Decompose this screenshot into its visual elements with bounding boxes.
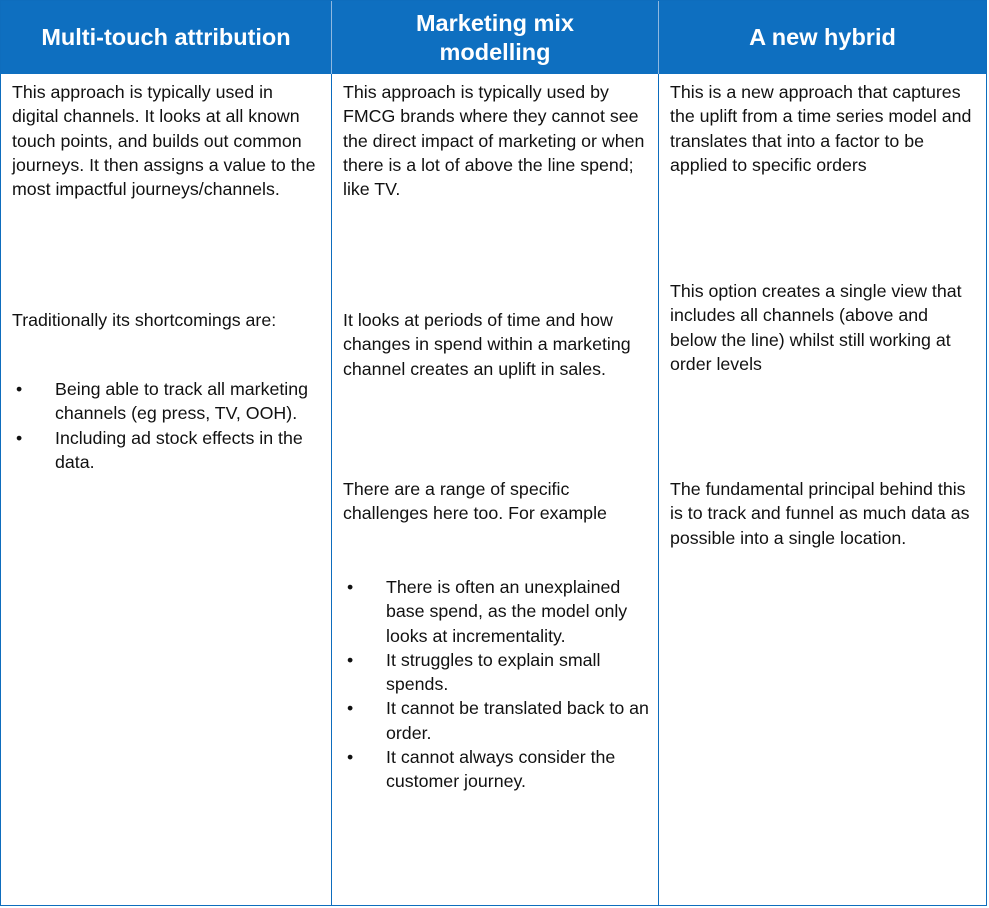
mta-shortcomings-paragraph: Traditionally its shortcomings are: <box>12 310 277 330</box>
table-body-row <box>1 74 986 905</box>
header-line: A new hybrid <box>749 24 896 50</box>
list-item: • There is often an unexplained base spend, as the model only looks at incrementality. <box>343 575 650 648</box>
header-multi-touch-attribution <box>1 1 332 74</box>
list-item: • It cannot always consider the customer journey. <box>343 745 650 794</box>
list-item: • It struggles to explain small spends. <box>343 648 650 697</box>
list-item: • It cannot be translated back to an order. <box>343 696 650 745</box>
hybrid-principal-paragraph: The fundamental principal behind this is to track and funnel as much data as possible into a single location. <box>670 479 970 548</box>
table-header-row <box>1 1 986 74</box>
mmm-periods-paragraph: It looks at periods of time and how changes in spend within a marketing channel creates an uplift in sales. <box>343 310 631 379</box>
list-item: • Being able to track all marketing channels (eg press, TV, OOH). <box>12 377 323 426</box>
list-item: • Including ad stock effects in the data. <box>12 426 323 475</box>
mmm-intro-paragraph: This approach is typically used by FMCG brands where they cannot see the direct impact of marketing or when there is a lot of above the line spend; like TV. <box>343 82 645 200</box>
mta-shortcomings-list <box>12 377 323 474</box>
mmm-challenges-list <box>343 575 650 794</box>
mmm-challenges-paragraph: There are a range of specific challenges here too. For example <box>343 479 607 524</box>
header-line: Multi-touch attribution <box>41 24 291 50</box>
column-multi-touch-attribution <box>1 74 332 905</box>
header-line: Marketing mix <box>415 9 575 36</box>
header-new-hybrid <box>659 1 986 74</box>
header-marketing-mix-modelling <box>332 1 659 74</box>
column-new-hybrid <box>659 74 986 905</box>
column-marketing-mix-modelling <box>332 74 659 905</box>
hybrid-intro-paragraph: This is a new approach that captures the uplift from a time series model and translates that into a factor to be applied to specific orders <box>670 82 972 175</box>
hybrid-single-view-paragraph: This option creates a single view that includes all channels (above and below the line) whilst still working at order levels <box>670 281 962 374</box>
mta-intro-paragraph: This approach is typically used in digital channels. It looks at all known touch points, and builds out common journeys. It then assigns a value to the most impactful journeys/channels. <box>12 82 316 200</box>
header-line: modelling <box>439 38 551 65</box>
